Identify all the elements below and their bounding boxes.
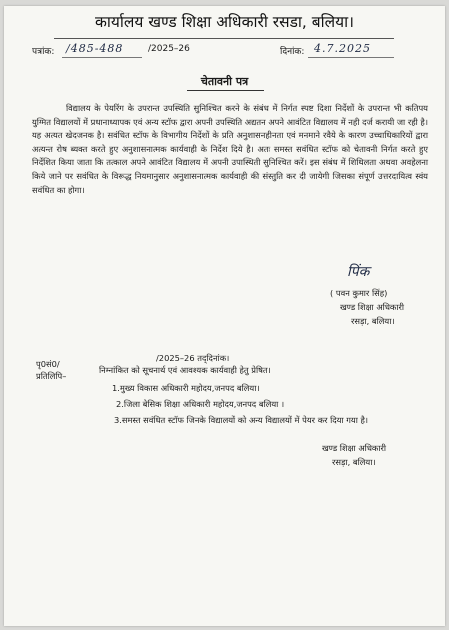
signatory-designation: खण्ड शिक्षा अधिकारी xyxy=(340,302,404,312)
copy-recipient: 1.मुख्य विकास अधिकारी महोदय,जनपद बलिया। xyxy=(112,383,260,393)
date-handwritten: 4.7.2025 xyxy=(314,42,371,55)
body-paragraph: विद्यालय के पेयरिंग के उपरान्त उपस्थिति सुनिश्चित करने के संबंध में निर्गत स्पष्ट दिशा निर्देशों के उपरान्त भी कतिपय युग्मित विद्यालयों में प्रधानाध्यापक एवं अन्य स्टॉफ द्वारा अपनी उपस्थिति अद्यतन अपने आवंटित विद्यालय में नही दर्ज करायी जा रही है। यह अत्यत खेदजनक है। सवंधित स्टॉफ के विभागीय निर्देशों के प्रति अनुशासनहीनता एवं मनमाने रवैये के कारण उच्चाधिकारियों द्वारा अत्यन्त रोष ब्यक्त करते हुए अनुशासनात्मक कार्यवाही के निर्देश दिये है। अतः समस्त सवंधित स्टॉफ को चेतावनी निर्गत करते हुए निर्देशित किया जाता कि तत्काल अपने आवंटित विद्यालय में अपनी उपास्थिती सुनिश्चित करें। इस संबंध में शिथिलता अथवा अवहेलना किये जाने पर सवंधित के विरूद्ध नियमानुसार अनुशासनात्मक कार्यवाही की संस्तुति कर दी जायेगी जिसका संपूर्ण उत्तरदायित्व स्वंय सवंधित का होगा। xyxy=(32,103,428,195)
signatory-place: रसड़ा, बलिया। xyxy=(351,316,395,326)
ref-label: पत्रांक: xyxy=(32,47,55,57)
closing-designation: खण्ड शिक्षा अधिकारी xyxy=(322,443,386,453)
heading-underline xyxy=(187,90,264,91)
copy-intro: निम्नांकित को सूचनार्थ एवं आवश्यक कार्यवाही हेतु प्रेषित। xyxy=(99,365,271,375)
date-underline xyxy=(308,57,394,58)
letter-page xyxy=(4,6,445,626)
ref-number-handwritten: /485-488 xyxy=(66,42,124,55)
document-heading: चेतावनी पत्र xyxy=(200,75,249,88)
copy-recipient: 3.समस्त सवंधित स्टॉफ जिनके विद्यालयों को अन्य विद्यालयों में पेयर कर दिया गया है। xyxy=(114,415,369,425)
closing-place: रसड़ा, बलिया। xyxy=(332,457,376,467)
copy-label: प्रतिलिपि– xyxy=(36,371,67,381)
office-title: कार्यालय खण्ड शिक्षा अधिकारी रसडा, बलिया। xyxy=(94,13,355,31)
date-label: दिनांक: xyxy=(280,47,305,57)
signatory-name: ( पवन कुमार सिंह) xyxy=(330,288,388,298)
copy-patrank: पृ0सं0/ xyxy=(36,359,60,369)
ref-underline xyxy=(62,57,142,58)
copy-patrank-year: /2025–26 तद्‌दिनांक। xyxy=(156,353,230,363)
handwritten-signature: पिंक xyxy=(347,264,370,280)
ref-year: /2025–26 xyxy=(148,44,190,54)
title-underline xyxy=(54,38,394,39)
copy-recipient: 2.जिला बेसिक शिक्षा अधिकारी महोदय,जनपद बलिया । xyxy=(116,399,285,409)
